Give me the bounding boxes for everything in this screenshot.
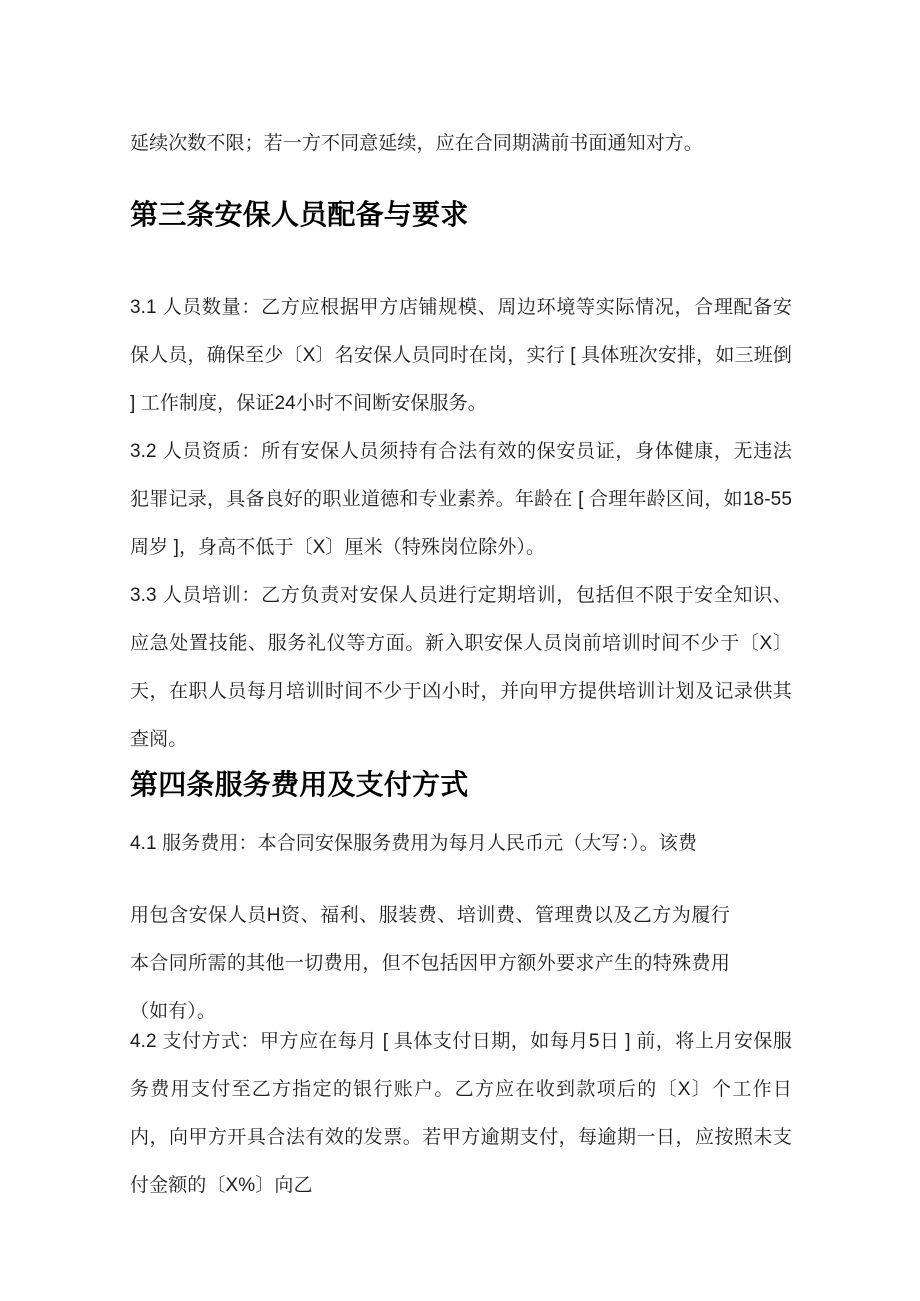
section-heading-article-4: 第四条服务费用及支付方式 — [130, 769, 469, 800]
clause-paragraph-4-1-first-line: 4.1 服务费用：本合同安保服务费用为每月人民币元（大写：）。该费 — [130, 833, 697, 854]
clause-paragraph-4-2: 4.2 支付方式：甲方应在每月 [ 具体支付日期，如每月5日 ] 前，将上月安保服务费用支付至乙方指定的银行账户。乙方应在收到款项后的〔X〕个工作日内，向甲方开具合法有效的发票。若甲方逾期支付，每逾期一日，应按照未支付金额的〔X%〕向乙 — [130, 1031, 792, 1196]
section-heading-article-3: 第三条安保人员配备与要求 — [130, 199, 469, 230]
clause-block-4-1-rest — [130, 892, 730, 1036]
clause-block-3-1 — [130, 284, 792, 428]
intro-paragraph-block — [130, 120, 792, 168]
clause-paragraph-3-3: 3.3 人员培训：乙方负责对安保人员进行定期培训，包括但不限于安全知识、应急处置技能、服务礼仪等方面。新入职安保人员岗前培训时间不少于〔X〕天，在职人员每月培训时间不少于凶小时，并向甲方提供培训计划及记录供其查阅。 — [130, 585, 792, 750]
clause-block-3-3 — [130, 572, 792, 764]
clause-paragraph-3-1: 3.1 人员数量：乙方应根据甲方店铺规模、周边环境等实际情况，合理配备安保人员，确保至少〔X〕名安保人员同时在岗，实行 [ 具体班次安排，如三班倒 ] 工作制度，保证24小时不间断安保服务。 — [130, 297, 792, 414]
intro-paragraph: 延续次数不限；若一方不同意延续，应在合同期满前书面通知对方。 — [130, 133, 704, 154]
clause-paragraph-3-2: 3.2 人员资质：所有安保人员须持有合法有效的保安员证，身体健康，无违法犯罪记录，具备良好的职业道德和专业素养。年龄在 [ 合理年龄区间，如18-55周岁 ]，身高不低于〔X〕厘米（特殊岗位除外）。 — [130, 441, 792, 558]
clause-block-3-2 — [130, 428, 792, 572]
clause-block-4-1-line-1 — [130, 820, 792, 868]
section-heading-block-3 — [130, 198, 792, 232]
section-heading-block-4 — [130, 768, 792, 802]
clause-paragraph-4-1-remainder: 用包含安保人员H资、福利、服装费、培训费、管理费以及乙方为履行本合同所需的其他一切费用，但不包括因甲方额外要求产生的特殊费用（如有）。 — [130, 905, 730, 1022]
clause-block-4-2 — [130, 1018, 792, 1210]
